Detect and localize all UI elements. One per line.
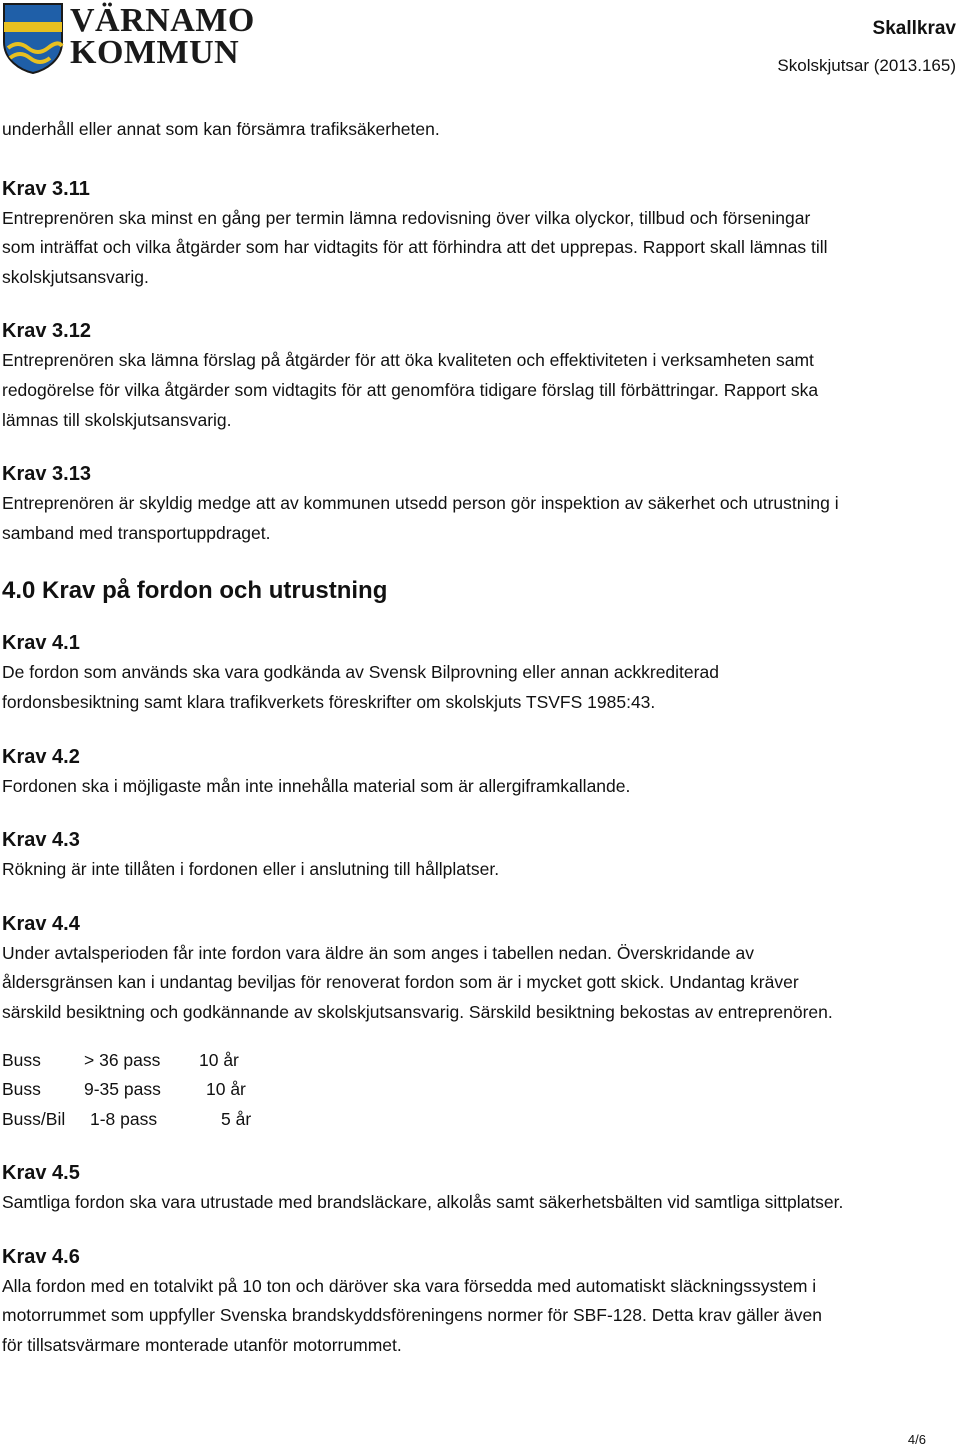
document-reference: Skolskjutsar (2013.165) <box>777 56 956 75</box>
vehicle-age-cell: 5 år <box>221 1108 252 1129</box>
krav-4-1-line: fordonsbesiktning samt klara trafikverkets föreskrifter om skolskjuts TSVFS 1985:43. <box>2 691 656 712</box>
krav-3-12-line: Entreprenören ska lämna förslag på åtgärder för att öka kvaliteten och effektiviteten i verksamheten samt <box>2 350 814 371</box>
krav-3-13-heading: Krav 3.13 <box>2 463 91 486</box>
coat-of-arms-icon <box>2 2 64 74</box>
intro-paragraph: underhåll eller annat som kan försämra trafiksäkerheten. <box>2 119 440 139</box>
krav-4-5-line: Samtliga fordon ska vara utrustade med brandsläckare, alkolås samt säkerhetsbälten vid samtliga sittplatser. <box>2 1192 844 1213</box>
document-body <box>2 115 960 1361</box>
krav-3-13-line: Entreprenören är skyldig medge att av kommunen utsedd person gör inspektion av säkerhet och utrustning i <box>2 493 839 514</box>
varnamo-kommun-logo <box>2 2 255 74</box>
table-row <box>2 1105 960 1135</box>
krav-4-6-line: för tillsatsvärmare monterade utanför motorrummet. <box>2 1335 402 1356</box>
vehicle-capacity-cell: 1-8 pass <box>90 1108 158 1129</box>
vehicle-capacity-cell: 9-35 pass <box>84 1079 161 1100</box>
krav-4-1-heading: Krav 4.1 <box>2 632 80 655</box>
table-row <box>2 1075 960 1105</box>
krav-4-2-heading: Krav 4.2 <box>2 745 80 768</box>
krav-4-4-heading: Krav 4.4 <box>2 912 80 935</box>
krav-3-12-line: redogörelse för vilka åtgärder som vidtagits för att genomföra tidigare förslag till förbättringar. Rapport ska <box>2 379 819 400</box>
page-header <box>0 0 960 80</box>
krav-4-4-line: åldersgränsen kan i undantag beviljas för renoverat fordon som är i mycket gott skick. Undantag kräver <box>2 972 799 993</box>
document-type: Skallkrav <box>872 18 956 39</box>
krav-4-3-line: Rökning är inte tillåten i fordonen eller i anslutning till hållplatser. <box>2 859 500 880</box>
krav-4-6-heading: Krav 4.6 <box>2 1245 80 1268</box>
vehicle-type-cell: Buss <box>2 1049 41 1070</box>
page-number: 4/6 <box>907 1432 926 1447</box>
vehicle-type-cell: Buss/Bil <box>2 1108 66 1129</box>
krav-4-5-heading: Krav 4.5 <box>2 1162 80 1185</box>
vehicle-age-table <box>2 1046 960 1135</box>
krav-4-1-line: De fordon som används ska vara godkända av Svensk Bilprovning eller annan ackkrediterad <box>2 662 719 683</box>
krav-4-6-line: motorrummet som uppfyller Svenska brandskyddsföreningens normer för SBF-128. Detta krav gäller även <box>2 1305 822 1326</box>
krav-4-3-heading: Krav 4.3 <box>2 829 80 852</box>
krav-3-11-line: skolskjutsansvarig. <box>2 266 149 287</box>
krav-3-11-line: Entreprenören ska minst en gång per termin lämna redovisning över vilka olyckor, tillbud och förseningar <box>2 207 811 228</box>
krav-4-4-line: särskild besiktning och godkännande av skolskjutsansvarig. Särskild besiktning bekostas av entreprenören. <box>2 1001 833 1022</box>
krav-3-11-heading: Krav 3.11 <box>2 177 90 200</box>
krav-3-12-line: lämnas till skolskjutsansvarig. <box>2 409 232 430</box>
table-row <box>2 1046 960 1076</box>
section-4-heading: 4.0 Krav på fordon och utrustning <box>2 577 388 605</box>
logo-line-2: KOMMUN <box>70 34 240 71</box>
vehicle-type-cell: Buss <box>2 1079 41 1100</box>
krav-4-2-line: Fordonen ska i möjligaste mån inte innehålla material som är allergiframkallande. <box>2 775 631 796</box>
krav-3-11-line: som inträffat och vilka åtgärder som har vidtagits för att förhindra att det upprepas. Rapport skall lämnas till <box>2 237 828 258</box>
krav-3-13-line: samband med transportuppdraget. <box>2 522 271 543</box>
vehicle-age-cell: 10 år <box>199 1049 239 1070</box>
krav-4-4-line: Under avtalsperioden får inte fordon vara äldre än som anges i tabellen nedan. Överskridande av <box>2 942 754 963</box>
krav-3-12-heading: Krav 3.12 <box>2 320 91 343</box>
vehicle-capacity-cell: > 36 pass <box>84 1049 161 1070</box>
logo-line-1: VÄRNAMO <box>70 2 255 39</box>
krav-4-6-line: Alla fordon med en totalvikt på 10 ton och däröver ska vara försedda med automatiskt släckningssystem i <box>2 1275 817 1296</box>
vehicle-age-cell: 10 år <box>206 1079 246 1100</box>
